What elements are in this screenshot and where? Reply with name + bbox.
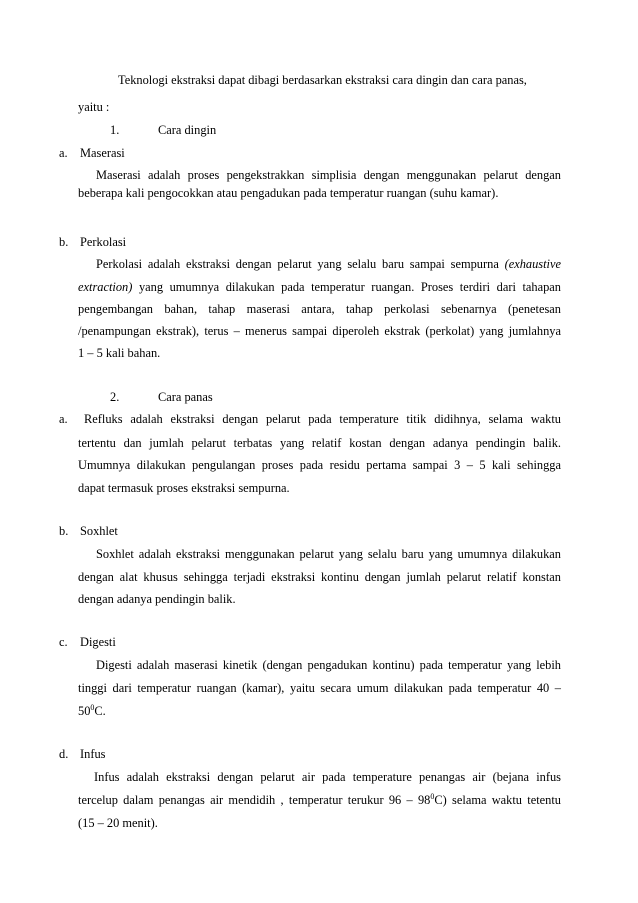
perkolasi-line-2-italic: extraction) — [78, 280, 133, 294]
infus-degree-sup: 0 — [430, 792, 435, 801]
section-1-number: 1. — [110, 123, 120, 137]
perkolasi-line-1-text: Perkolasi adalah ekstraksi dengan pelarut yang selalu baru sampai sempurna — [96, 257, 505, 271]
intro-line-1: Teknologi ekstraksi dapat dibagi berdasarkan ekstraksi cara dingin dan cara panas, — [118, 73, 527, 87]
maserasi-line-1: Maserasi adalah proses pengekstrakkan simplisia dengan menggunakan pelarut dengan — [96, 168, 561, 182]
section-1-title: Cara dingin — [158, 123, 217, 137]
digesti-temp-unit: C. — [94, 704, 106, 718]
digesti-heading: Digesti — [80, 635, 116, 649]
maserasi-marker: a. — [59, 146, 68, 160]
infus-line-1: Infus adalah ekstraksi dengan pelarut air pada temperature penangas air (bejana infus — [94, 770, 561, 784]
intro-line-2: yaitu : — [78, 100, 110, 114]
perkolasi-line-1-italic: (exhaustive — [504, 257, 561, 271]
infus-line-2 — [78, 792, 561, 808]
perkolasi-heading: Perkolasi — [80, 235, 127, 249]
soxhlet-line-3: dengan adanya pendingin balik. — [78, 592, 236, 606]
perkolasi-marker: b. — [59, 235, 69, 249]
digesti-line-2: tinggi dari temperatur ruangan (kamar), yaitu secara umum dilakukan pada temperatur 40 – — [78, 681, 561, 695]
maserasi-line-2: beberapa kali pengocokkan atau pengadukan pada temperatur ruangan (suhu kamar). — [78, 186, 499, 200]
infus-line-3: (15 – 20 menit). — [78, 816, 158, 830]
infus-line-2-text: tercelup dalam penangas air mendidih , temperatur terukur 96 – 98 — [78, 793, 431, 807]
soxhlet-line-2: dengan alat khusus sehingga terjadi ekstraksi kontinu dengan jumlah pelarut relatif konstan — [78, 570, 561, 584]
digesti-line-1: Digesti adalah maserasi kinetik (dengan pengadukan kontinu) pada temperatur yang lebih — [96, 658, 561, 672]
refluks-line-4: dapat termasuk proses ekstraksi sempurna. — [78, 481, 290, 495]
refluks-line-1: Refluks adalah ekstraksi dengan pelarut pada temperature titik didihnya, selama waktu — [84, 412, 561, 426]
perkolasi-line-4: /penampungan ekstrak), terus – menerus sampai diperoleh ekstrak (perkolat) yang jumlahnya — [78, 324, 561, 338]
perkolasi-line-2 — [78, 279, 561, 295]
maserasi-heading: Maserasi — [80, 146, 125, 160]
soxhlet-heading: Soxhlet — [80, 524, 118, 538]
digesti-degree-sup: 0 — [90, 703, 95, 712]
refluks-marker: a. — [59, 412, 68, 426]
infus-line-2-tail: C) selama waktu tetentu — [434, 793, 561, 807]
soxhlet-line-1: Soxhlet adalah ekstraksi menggunakan pelarut yang selalu baru yang umumnya dilakukan — [96, 547, 561, 561]
soxhlet-marker: b. — [59, 524, 69, 538]
digesti-temp-value: 50 — [78, 704, 91, 718]
refluks-line-3: Umumnya dilakukan pengulangan proses pada residu pertama sampai 3 – 5 kali sehingga — [78, 458, 561, 472]
perkolasi-line-2-text: yang umumnya dilakukan pada temperatur ruangan. Proses terdiri dari tahapan — [132, 280, 561, 294]
section-2-number: 2. — [110, 390, 120, 404]
perkolasi-line-5: 1 – 5 kali bahan. — [78, 346, 161, 360]
digesti-line-3 — [78, 703, 106, 719]
refluks-line-2: tertentu dan jumlah pelarut terbatas yang relatif kostan dengan adanya pendingin balik. — [78, 436, 561, 450]
digesti-marker: c. — [59, 635, 68, 649]
perkolasi-line-1 — [96, 256, 561, 272]
section-2-title: Cara panas — [158, 390, 213, 404]
perkolasi-line-3: pengembangan bahan, tahap maserasi antara, tahap perkolasi sebenarnya (penetesan — [78, 302, 561, 316]
infus-marker: d. — [59, 747, 69, 761]
infus-heading: Infus — [80, 747, 106, 761]
